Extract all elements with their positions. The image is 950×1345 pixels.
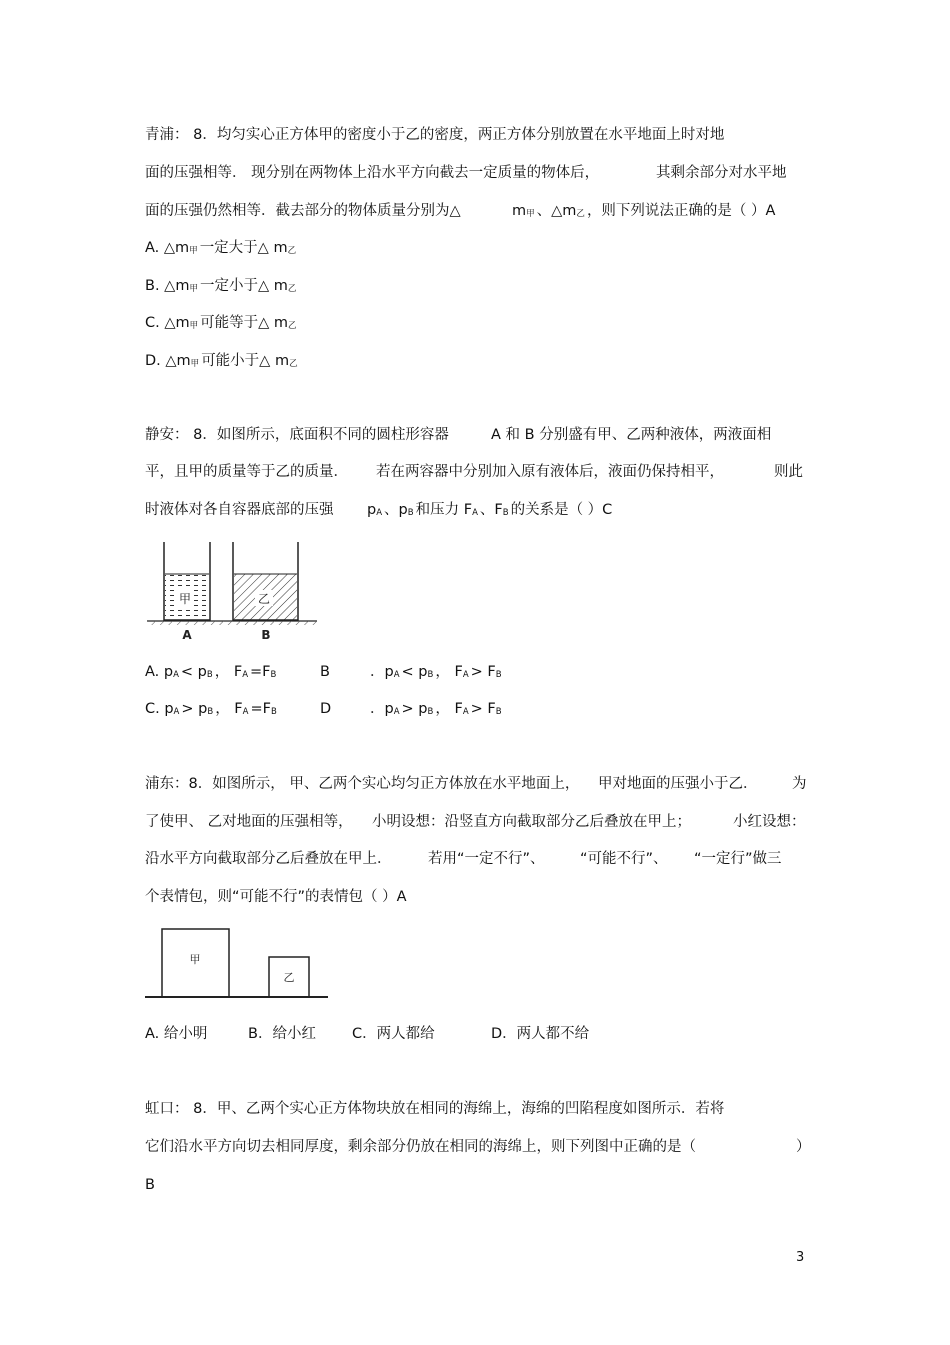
q3-line2b: 小明设想：沿竖直方向截取部分乙后叠放在甲上； (372, 814, 691, 830)
containers-figure (145, 538, 325, 648)
q2-line1b: A 和 B 分别盛有甲、乙两种液体，两液面相 (491, 427, 772, 443)
q2-option-c: C. $p_A > p_B$ ， $F_A =F_B$ (145, 701, 277, 717)
label-b: B (261, 628, 271, 642)
q3-option-c: C．两人都给 (352, 1026, 435, 1042)
q3-option-d: D．两人都不给 (491, 1026, 590, 1042)
q2-option-b: ．$p_A < p_B$ ， $F_A > F_B$ (370, 664, 502, 680)
q4-line2-end: ） (796, 1139, 811, 1155)
q3-option-b: B．给小红 (248, 1026, 316, 1042)
q2-option-b-letter: B (320, 664, 330, 680)
q2-line2b: 若在两容器中分别加入原有液体后，液面仍保持相平， (376, 464, 724, 480)
q1-line3a: 面的压强仍然相等．截去部分的物体质量分别为△ (145, 203, 461, 219)
cube-label-yi: 乙 (283, 971, 295, 984)
q3-line3c: “可能不行”、 (580, 851, 668, 867)
label-a: A (182, 628, 192, 642)
q3-line1c: 为 (792, 776, 807, 792)
q2-option-a: A. $p_A < p_B$ ， $F_A =F_B$ (145, 664, 277, 680)
label-yi: 乙 (257, 592, 271, 606)
q3-line1a: 浦东：8．如图所示， 甲、乙两个实心均匀正方体放在水平地面上， (145, 776, 580, 792)
q3-line3b: 若用“一定不行”、 (428, 851, 545, 867)
q2-line1a: 静安： 8．如图所示，底面积不同的圆柱形容器 (145, 427, 449, 443)
q4-line2: 它们沿水平方向切去相同厚度，剩余部分仍放在相同的海绵上，则下列图中正确的是（ (145, 1139, 696, 1155)
q2-line2c: 则此 (774, 464, 803, 480)
q3-line2a: 了使甲、 乙对地面的压强相等， (145, 814, 353, 830)
q3-line2c: 小红设想： (733, 814, 806, 830)
q1-option-b: B. $\triangle m_甲$ 一定小于△ $m_乙$ (145, 278, 297, 294)
q4-line1: 虹口： 8．甲、乙两个实心正方体物块放在相同的海绵上，海绵的凹陷程度如图所示．若将 (145, 1101, 725, 1117)
q1-line1: 青浦： 8．均匀实心正方体甲的密度小于乙的密度，两正方体分别放置在水平地面上时对地 (145, 127, 725, 143)
label-jia: 甲 (178, 592, 192, 606)
q3-line3a: 沿水平方向截取部分乙后叠放在甲上． (145, 851, 392, 867)
q1-option-a: A. $\triangle m_甲$ 一定大于△ $m_乙$ (145, 240, 297, 256)
q1-line2b: 其剩余部分对水平地 (656, 165, 787, 181)
q1-option-c: C. $\triangle m_甲$ 可能等于△ $m_乙$ (145, 315, 297, 331)
q1-option-d: D. $\triangle m_甲$ 可能小于△ $m_乙$ (145, 353, 298, 369)
q2-option-d-letter: D (320, 701, 332, 717)
cubes-figure (145, 925, 335, 1005)
q2-option-d: ．$p_A > p_B$ ， $F_A > F_B$ (370, 701, 502, 717)
q3-line1b: 甲对地面的压强小于乙． (598, 776, 758, 792)
q4-line3: B (145, 1177, 155, 1193)
q2-line3a: 时液体对各自容器底部的压强 (145, 502, 334, 518)
q3-line4: 个表情包，则“可能不行”的表情包（ ）A (145, 889, 407, 905)
q2-line2a: 平，且甲的质量等于乙的质量． (145, 464, 348, 480)
q3-option-a: A. 给小明 (145, 1026, 208, 1042)
q3-line3d: “一定行”做三 (694, 851, 782, 867)
cube-label-jia: 甲 (189, 953, 201, 966)
q1-line2a: 面的压强相等． 现分别在两物体上沿水平方向截去一定质量的物体后， (145, 165, 600, 181)
q1-line3b: $m_甲$ 、$\triangle m_乙$ ，则下列说法正确的是（ ）A (512, 203, 776, 219)
q2-line3b: $p_A$ 、$p_B$ 和压力 $F_A$ 、$F_B$ 的关系是（ ）C (367, 502, 613, 518)
page-number: 3 (796, 1250, 805, 1265)
